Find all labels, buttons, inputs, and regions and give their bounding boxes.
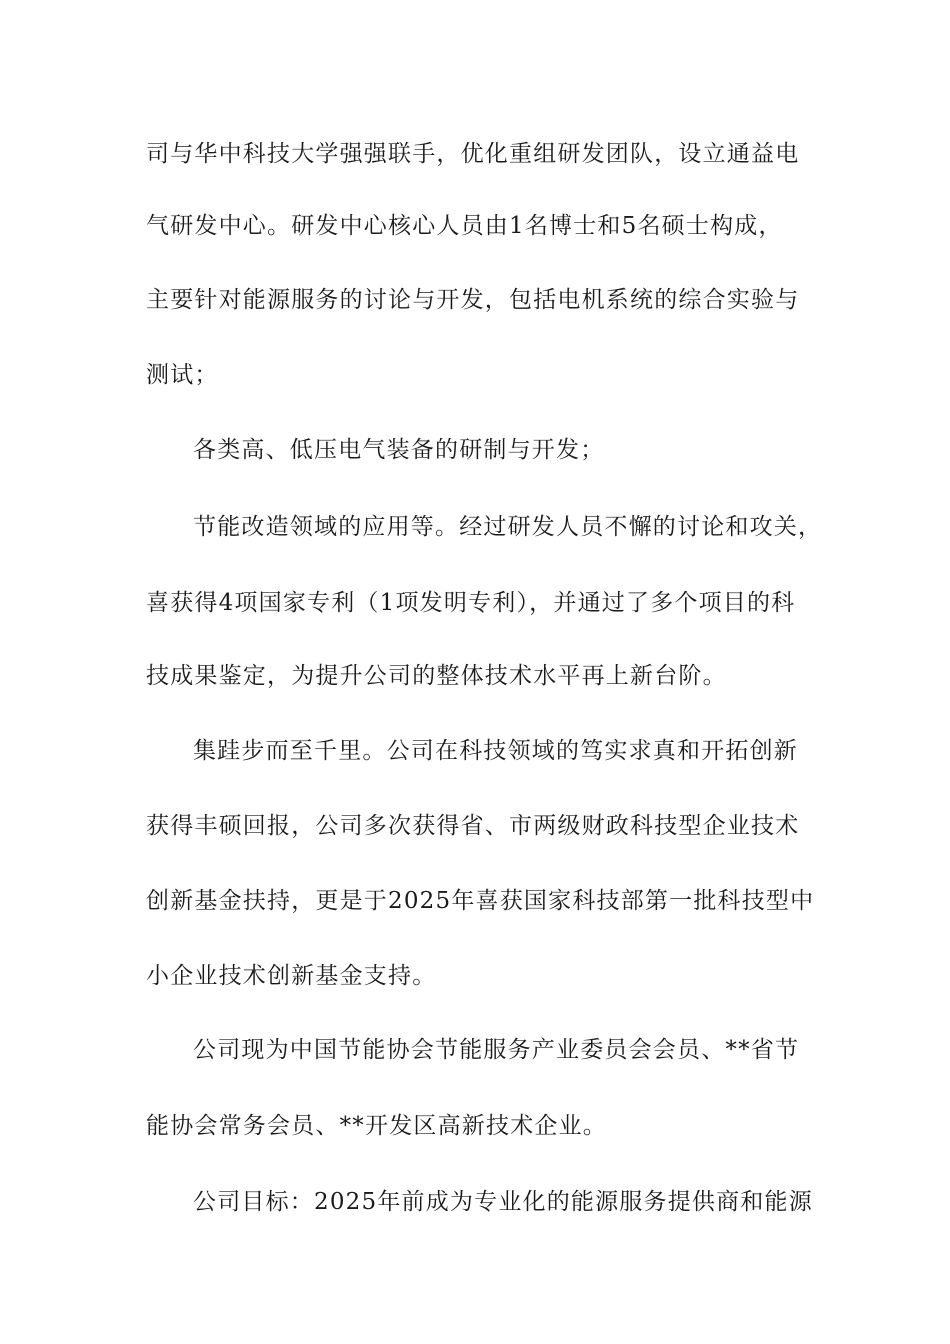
paragraph-first-line: 各类高、低压电气装备的研制与开发； [193,437,605,463]
paragraph-first-line: 公司现为中国节能协会节能服务产业委员会会员、**省节 [193,1037,800,1063]
text-line: 能协会常务会员、**开发区高新技术企业。 [146,1113,607,1139]
paragraph-first-line: 公司目标：2025年前成为专业化的能源服务提供商和能源 [193,1189,813,1215]
text-line: 主要针对能源服务的讨论与开发，包括电机系统的综合实验与 [146,287,800,313]
text-line: 小企业技术创新基金支持。 [146,963,437,989]
paragraph-first-line: 集跬步而至千里。公司在科技领域的笃实求真和开拓创新 [193,738,798,764]
text-line: 气研发中心。研发中心核心人员由1名博士和5名硕士构成， [146,213,783,239]
text-line: 获得丰硕回报，公司多次获得省、市两级财政科技型企业技术 [146,813,800,839]
text-line: 创新基金扶持，更是于2025年喜获国家科技部第一批科技型中 [146,888,815,914]
text-line: 测试； [146,362,219,388]
text-line: 技成果鉴定，为提升公司的整体技术水平再上新台阶。 [146,663,727,689]
paragraph-first-line: 节能改造领域的应用等。经过研发人员不懈的讨论和攻关， [193,514,823,540]
text-line: 司与华中科技大学强强联手，优化重组研发团队，设立通益电 [146,141,800,167]
text-line: 喜获得4项国家专利（1项发明专利），并通过了多个项目的科 [146,590,796,616]
